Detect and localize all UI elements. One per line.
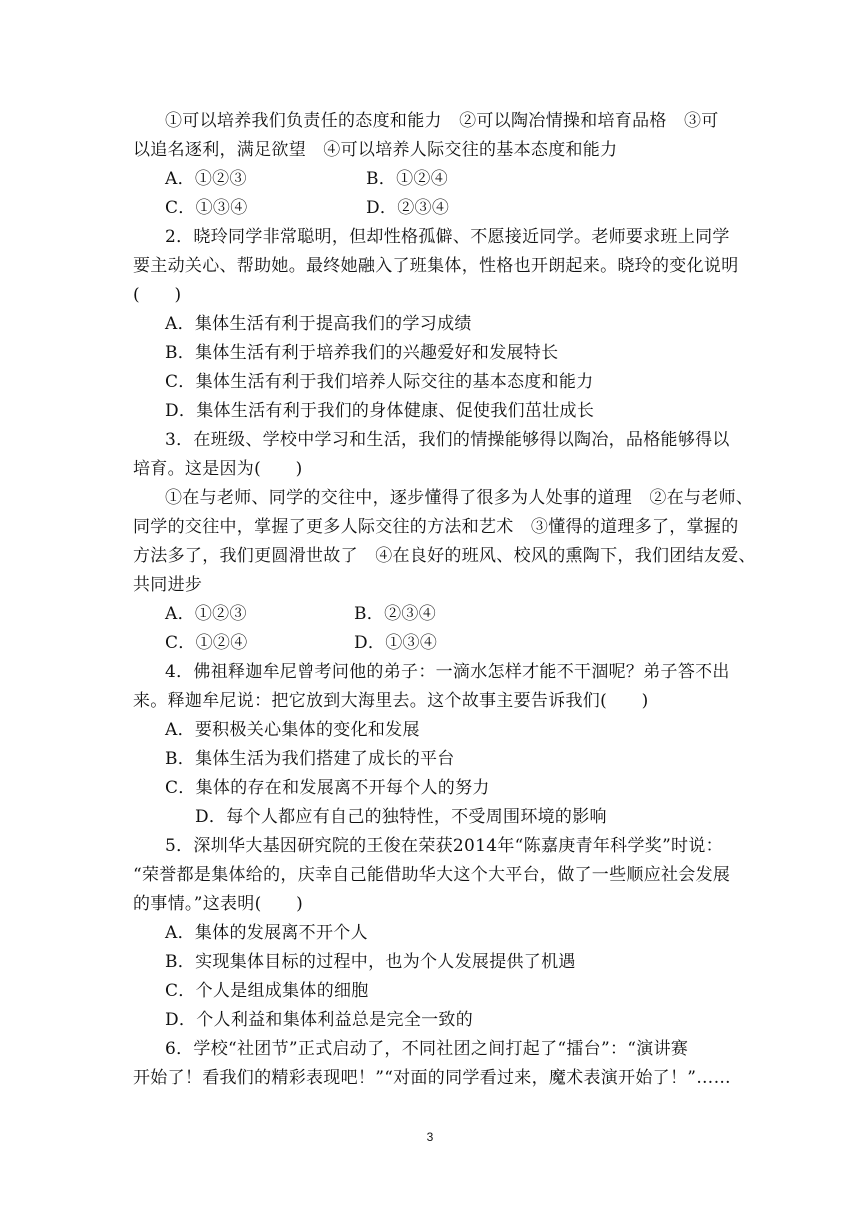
q2-stem-line: 要主动关心、帮助她。最终她融入了班集体，性格也开朗起来。晓玲的变化说明 [133, 256, 739, 276]
q6-stem-line: 6．学校“社团节”正式启动了，不同社团之间打起了“擂台”：“演讲赛 [165, 1039, 689, 1059]
q6-stem-line: 开始了！看我们的精彩表现吧！”“对面的同学看过来，魔术表演开始了！”…… [133, 1068, 731, 1088]
q4-stem-line: 来。释迦牟尼说：把它放到大海里去。这个故事主要告诉我们( ) [133, 691, 649, 711]
q2-option-a: A．集体生活有利于提高我们的学习成绩 [165, 314, 472, 334]
q1-statement-line: ①可以培养我们负责任的态度和能力 ②可以陶冶情操和培育品格 ③可 [165, 111, 719, 131]
q5-option-c: C．个人是组成集体的细胞 [165, 981, 369, 1001]
q1-option-a: A．①②③ [165, 169, 247, 189]
q4-option-d: D．每个人都应有自己的独特性，不受周围环境的影响 [195, 807, 607, 827]
q2-option-b: B．集体生活有利于培养我们的兴趣爱好和发展特长 [165, 343, 559, 363]
q1-option-b: B．①②④ [366, 169, 448, 189]
q3-statement-line: 同学的交往中，掌握了更多人际交往的方法和艺术 ③懂得的道理多了，掌握的 [133, 517, 739, 537]
q4-option-c: C．集体的存在和发展离不开每个人的努力 [165, 778, 490, 798]
q3-option-b: B．②③④ [354, 604, 436, 624]
q5-option-a: A．集体的发展离不开个人 [165, 923, 368, 943]
q3-statement-line: 方法多了，我们更圆滑世故了 ④在良好的班风、校风的熏陶下，我们团结友爱、 [133, 546, 756, 566]
q5-stem-line: 的事情。”这表明( ) [133, 894, 304, 914]
q1-option-d: D．②③④ [366, 198, 450, 218]
q5-stem-line: 5．深圳华大基因研究院的王俊在荣获2014年“陈嘉庚青年科学奖”时说： [165, 836, 723, 856]
q2-stem-line: 2．晓玲同学非常聪明，但却性格孤僻、不愿接近同学。老师要求班上同学 [165, 227, 730, 247]
q5-stem-line: “荣誉都是集体给的，庆幸自己能借助华大这个大平台，做了一些顺应社会发展 [133, 865, 731, 885]
q3-option-d: D．①③④ [354, 633, 438, 653]
q3-statement-line: 共同进步 [133, 575, 203, 595]
q2-option-d: D．集体生活有利于我们的身体健康、促使我们茁壮成长 [165, 401, 595, 421]
q5-option-b: B．实现集体目标的过程中，也为个人发展提供了机遇 [165, 952, 576, 972]
q1-option-c: C．①③④ [165, 198, 248, 218]
q3-option-a: A．①②③ [165, 604, 247, 624]
q2-option-c: C．集体生活有利于我们培养人际交往的基本态度和能力 [165, 372, 594, 392]
q3-statement-line: ①在与老师、同学的交往中，逐步懂得了很多为人处事的道理 ②在与老师、 [165, 488, 754, 508]
q1-statement-line: 以追名逐利，满足欲望 ④可以培养人际交往的基本态度和能力 [133, 140, 618, 160]
q4-option-a: A．要积极关心集体的变化和发展 [165, 720, 420, 740]
q3-stem-line: 培育。这是因为( ) [133, 459, 303, 479]
q3-stem-line: 3．在班级、学校中学习和生活，我们的情操能够得以陶冶，品格能够得以 [165, 430, 730, 450]
q4-option-b: B．集体生活为我们搭建了成长的平台 [165, 749, 455, 769]
q4-stem-line: 4．佛祖释迦牟尼曾考问他的弟子：一滴水怎样才能不干涸呢？弟子答不出 [165, 662, 730, 682]
q5-option-d: D．个人利益和集体利益总是完全一致的 [165, 1010, 474, 1030]
q2-answer-blank: ( ) [133, 285, 182, 305]
q3-option-c: C．①②④ [165, 633, 248, 653]
page-number: 3 [426, 1130, 434, 1144]
